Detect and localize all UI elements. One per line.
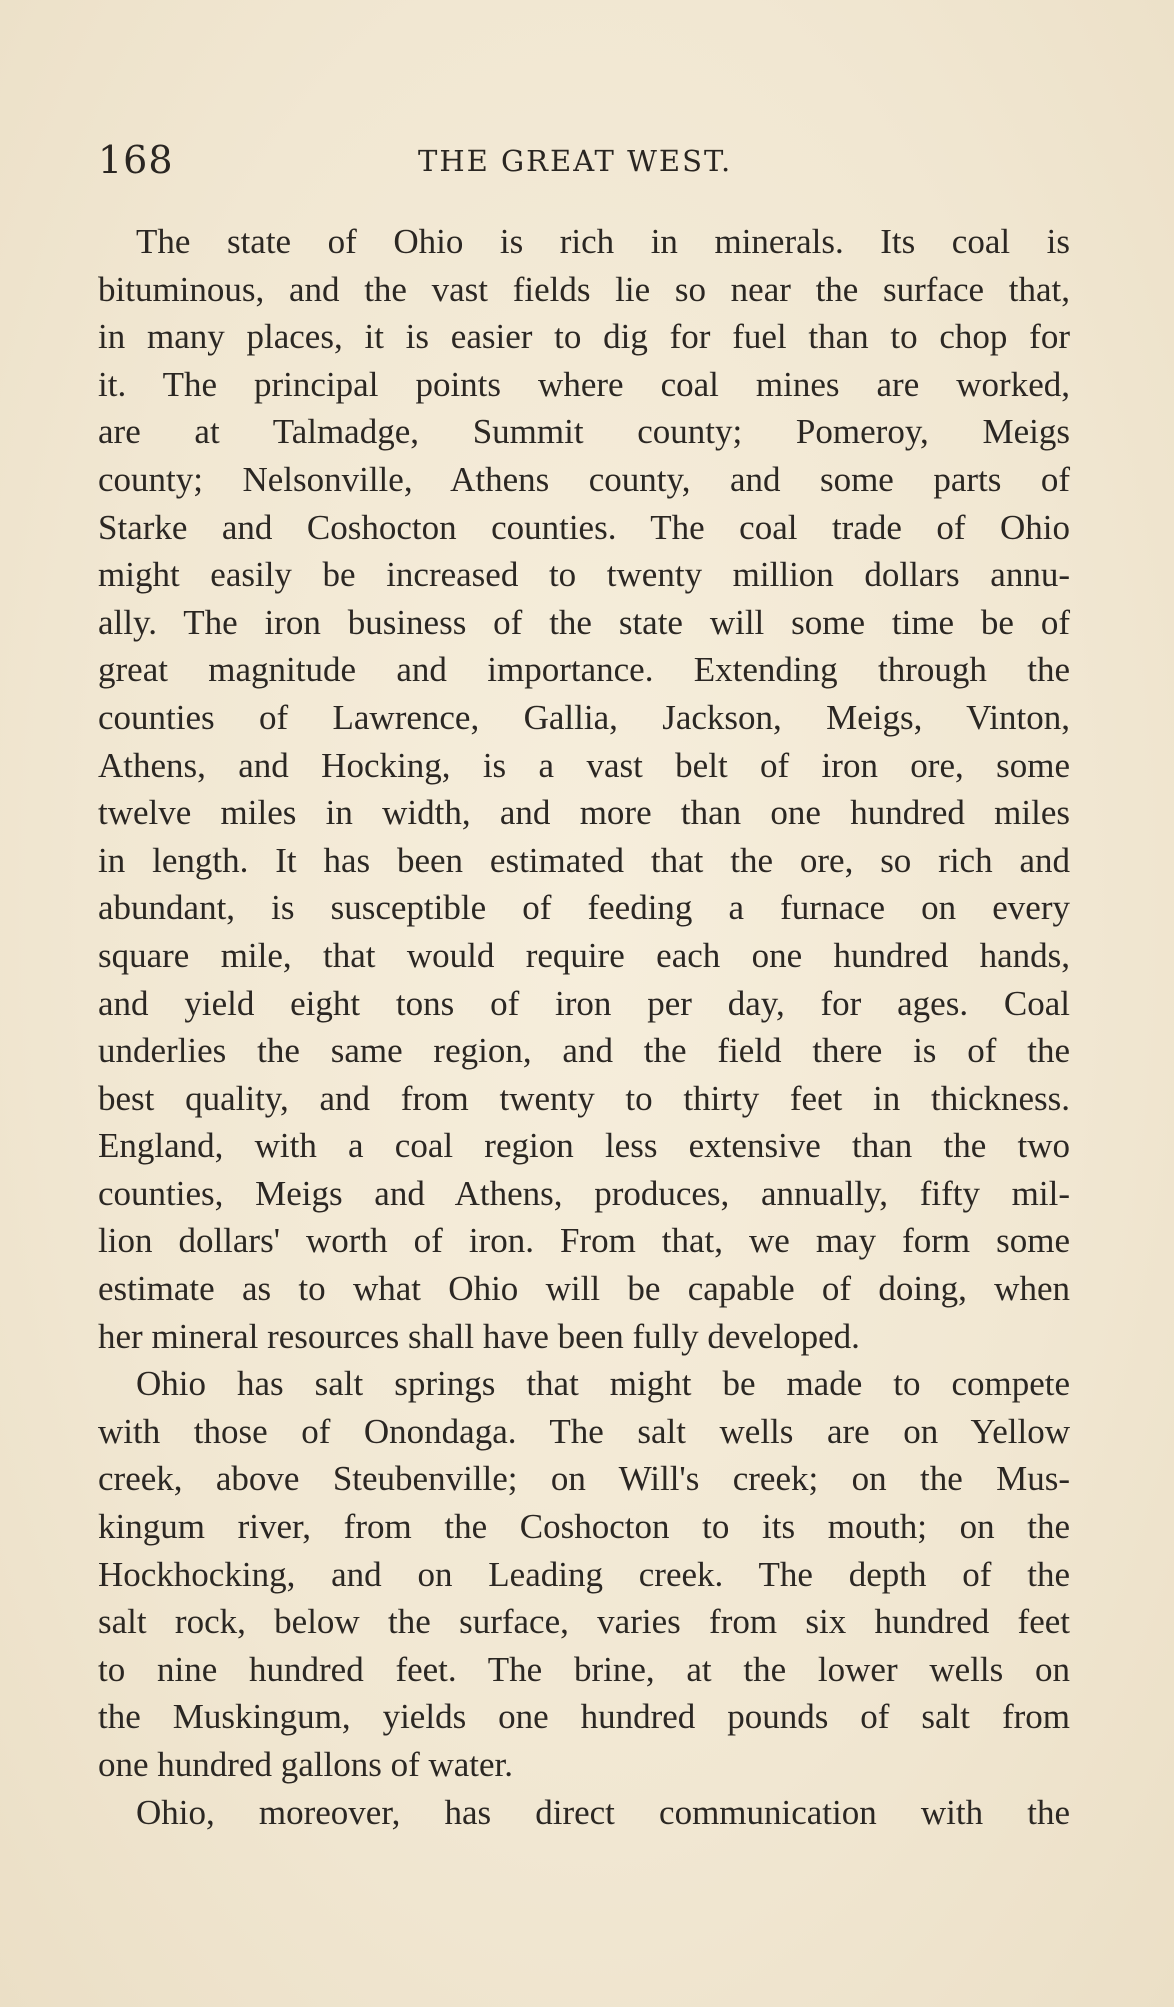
text-line: and yield eight tons of iron per day, for ages. Coal	[98, 983, 1070, 1023]
body-text	[98, 218, 1070, 1836]
text-line: counties of Lawrence, Gallia, Jackson, Meigs, Vinton,	[98, 697, 1070, 737]
text-line: lion dollars' worth of iron. From that, we may form some	[98, 1221, 1070, 1261]
page-header	[98, 132, 1060, 192]
text-line: Ohio, moreover, has direct communication with the	[136, 1792, 1070, 1832]
text-line: abundant, is susceptible of feeding a furnace on every	[98, 888, 1070, 928]
text-line: best quality, and from twenty to thirty feet in thickness.	[98, 1078, 1070, 1118]
paragraph	[98, 218, 1070, 1360]
text-line: to nine hundred feet. The brine, at the lower wells on	[98, 1649, 1070, 1689]
text-line: her mineral resources shall have been fully developed.	[98, 1316, 860, 1356]
text-line: kingum river, from the Coshocton to its mouth; on the	[98, 1507, 1070, 1547]
running-head: THE GREAT WEST.	[418, 144, 733, 178]
text-line: might easily be increased to twenty million dollars annu-	[98, 555, 1070, 595]
text-line: square mile, that would require each one hundred hands,	[98, 935, 1070, 975]
text-line: estimate as to what Ohio will be capable of doing, when	[98, 1269, 1070, 1309]
text-line: The state of Ohio is rich in minerals. Its coal is	[136, 222, 1070, 261]
text-line: county; Nelsonville, Athens county, and some parts of	[98, 459, 1070, 499]
text-line: underlies the same region, and the field there is of the	[98, 1031, 1070, 1071]
text-line: great magnitude and importance. Extending through the	[98, 650, 1070, 690]
text-line: it. The principal points where coal mines are worked,	[98, 364, 1070, 404]
text-line: England, with a coal region less extensive than the two	[98, 1126, 1070, 1166]
text-line: counties, Meigs and Athens, produces, annually, fifty mil-	[98, 1173, 1070, 1213]
text-line: are at Talmadge, Summit county; Pomeroy, Meigs	[98, 412, 1070, 452]
text-line: in length. It has been estimated that the ore, so rich and	[98, 840, 1070, 880]
paragraph	[98, 1789, 1070, 1837]
text-line: ally. The iron business of the state will some time be of	[98, 602, 1070, 642]
text-line: creek, above Steubenville; on Will's creek; on the Mus-	[98, 1459, 1070, 1499]
text-line: in many places, it is easier to dig for fuel than to chop for	[98, 317, 1070, 357]
text-line: Athens, and Hocking, is a vast belt of iron ore, some	[98, 745, 1070, 785]
text-line: the Muskingum, yields one hundred pounds of salt from	[98, 1697, 1070, 1737]
text-line: with those of Onondaga. The salt wells are on Yellow	[98, 1411, 1070, 1451]
text-line: bituminous, and the vast fields lie so near the surface that,	[98, 269, 1070, 309]
text-line: salt rock, below the surface, varies from six hundred feet	[98, 1602, 1070, 1642]
text-line: twelve miles in width, and more than one hundred miles	[98, 793, 1070, 833]
text-line: Starke and Coshocton counties. The coal trade of Ohio	[98, 507, 1070, 547]
page-number: 168	[98, 138, 174, 182]
text-line: Hockhocking, and on Leading creek. The depth of the	[98, 1554, 1070, 1594]
paragraph	[98, 1360, 1070, 1788]
text-line: one hundred gallons of water.	[98, 1745, 514, 1784]
text-line: Ohio has salt springs that might be made to compete	[136, 1364, 1070, 1404]
